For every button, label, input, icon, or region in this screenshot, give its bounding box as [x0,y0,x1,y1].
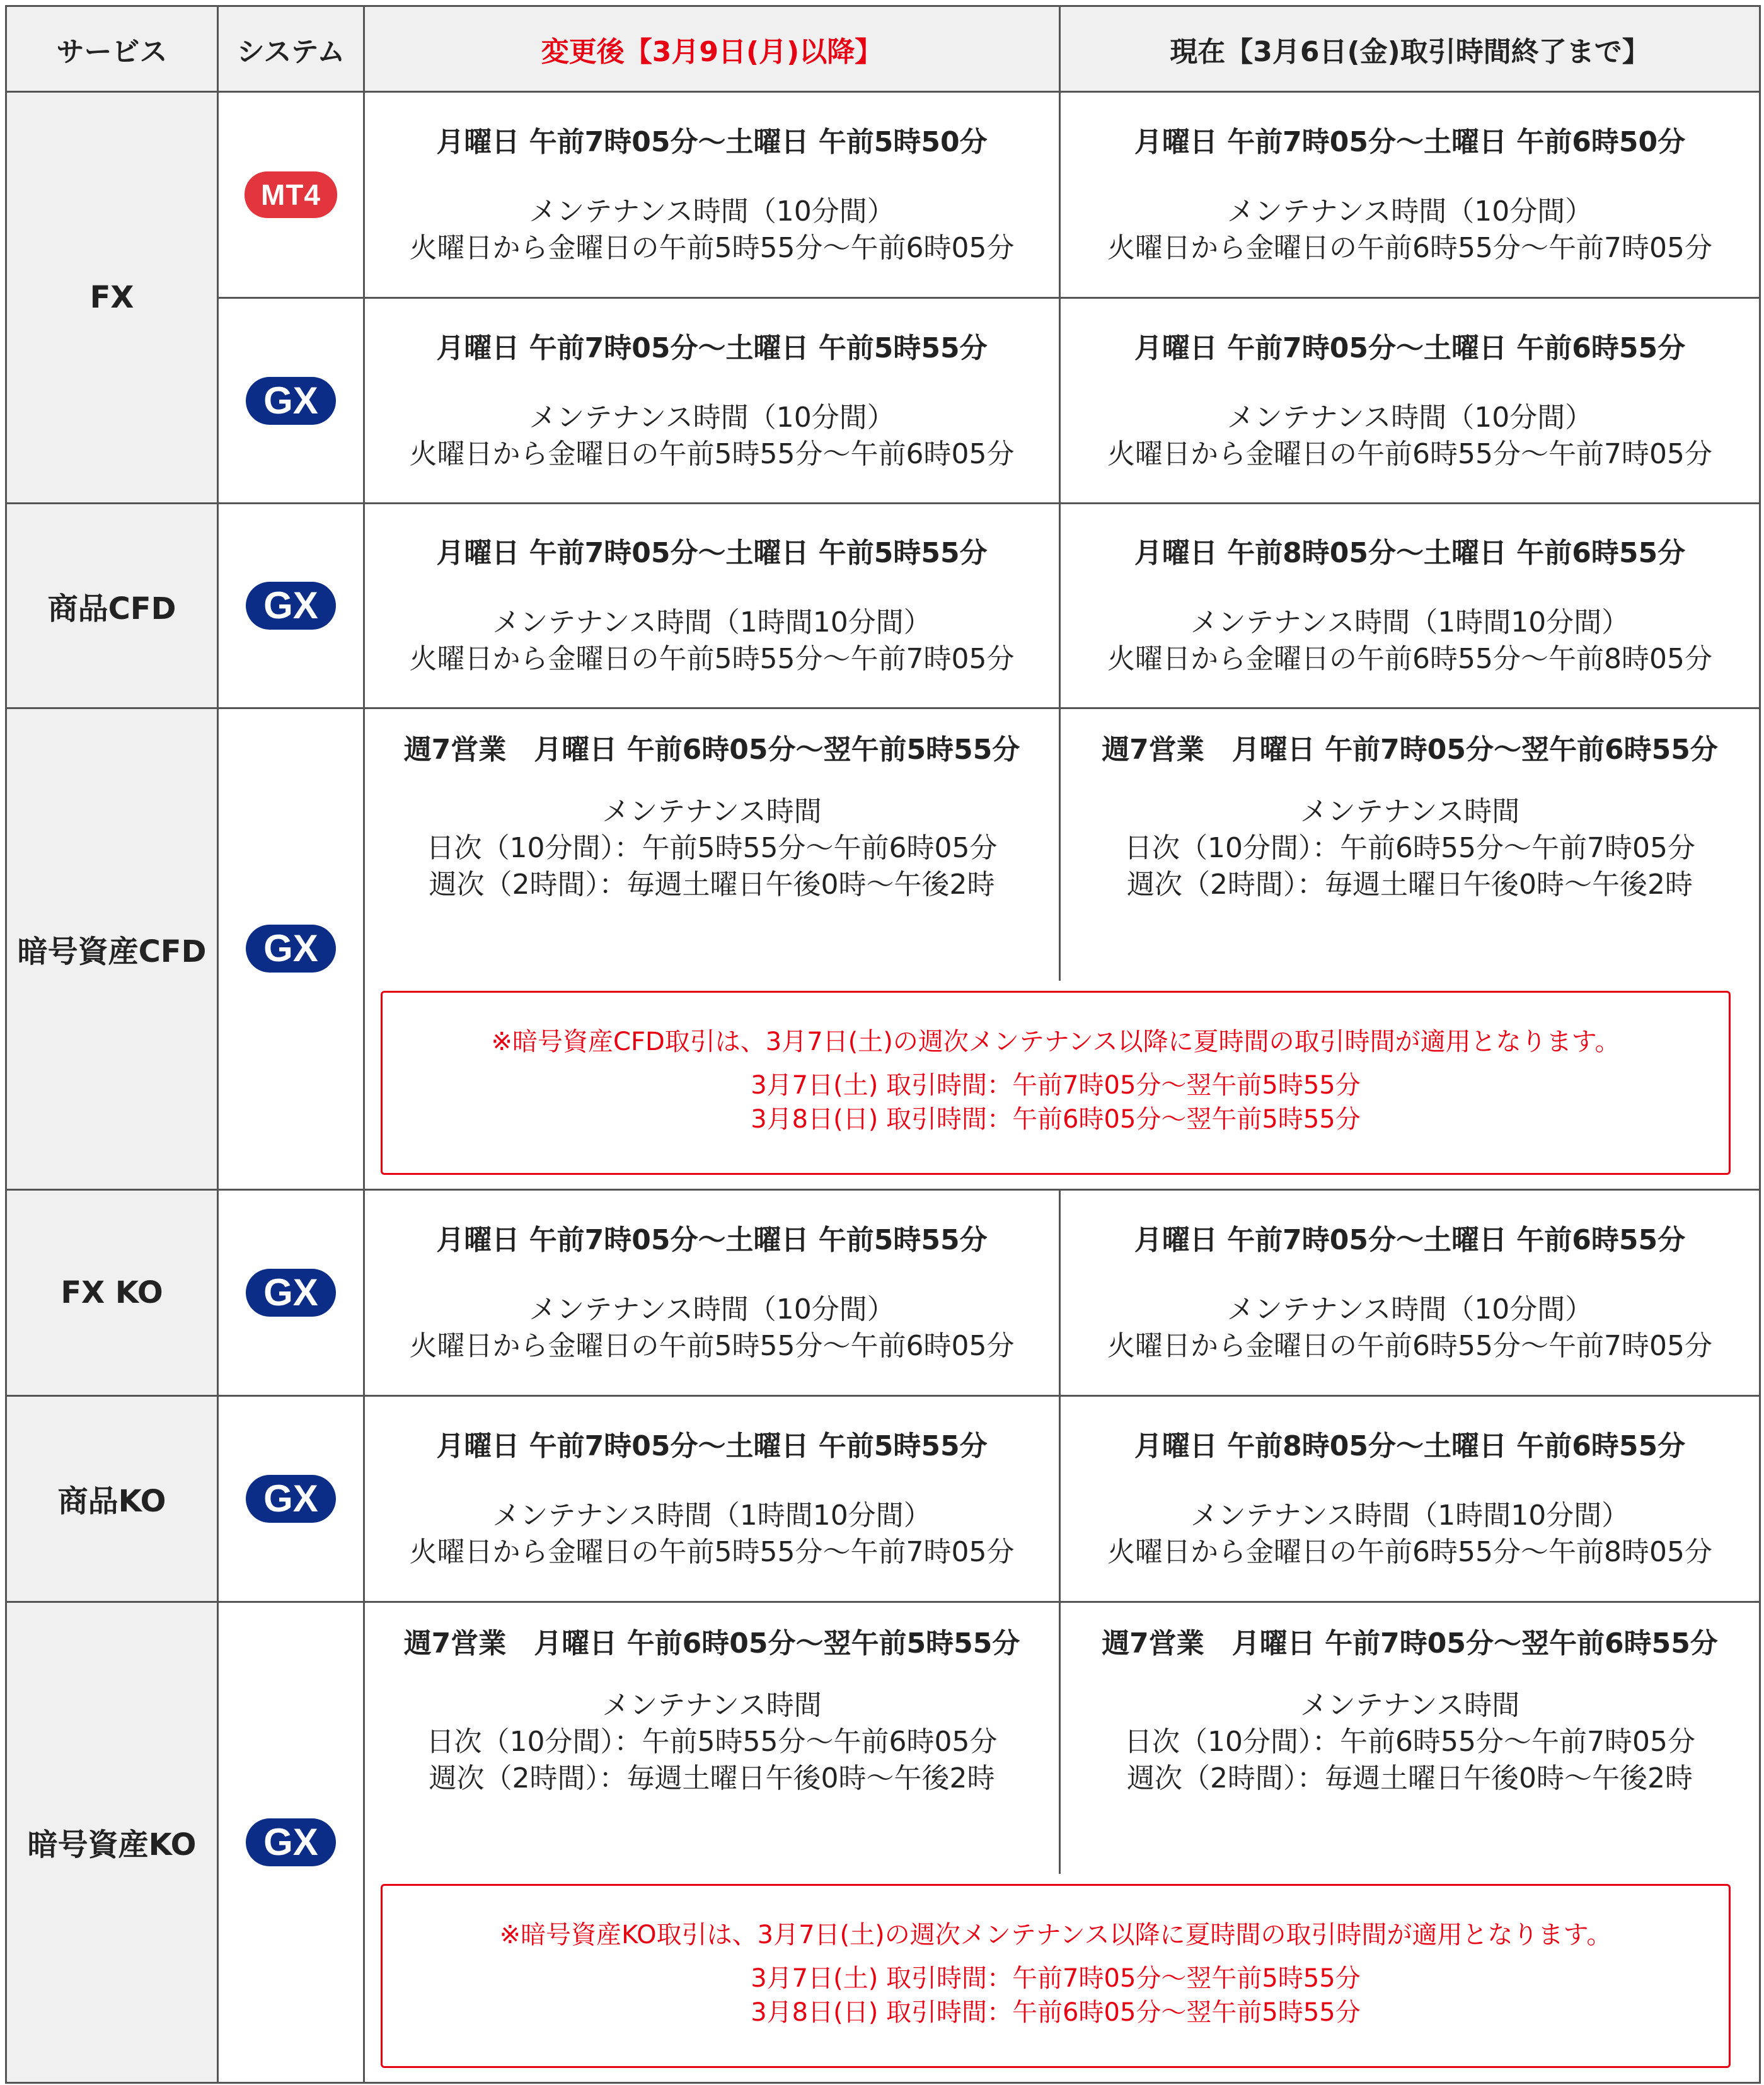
maintenance-label: メンテナンス時間（10分間） [1226,401,1593,434]
trading-hours: 月曜日 午前8時05分〜土曜日 午前6時55分 [1134,1429,1686,1462]
trading-hours: 月曜日 午前7時05分〜土曜日 午前6時55分 [1134,1223,1686,1256]
system-cell [218,708,364,1190]
system-cell [218,1395,364,1602]
maintenance-detail: 火曜日から金曜日の午前5時55分〜午前6時05分 [409,437,1015,470]
table-row-crypto-cfd [6,708,1760,981]
table-row-fx-gx [6,298,1760,504]
maintenance-text [1061,400,1759,473]
trading-hours: 月曜日 午前7時05分〜土曜日 午前5時55分 [436,1223,988,1256]
maintenance-weekly: 週次（2時間）：毎週土曜日午後0時〜午後2時 [1127,869,1693,901]
maintenance-text [1061,193,1759,267]
maintenance-daily: 日次（10分間）：午前5時55分〜午前6時05分 [426,1725,998,1758]
maintenance-detail: 火曜日から金曜日の午前6時55分〜午前7時05分 [1107,437,1712,470]
trading-hours: 月曜日 午前7時05分〜土曜日 午前5時50分 [436,126,988,158]
service-fx: FX [6,92,218,504]
trading-hours: 月曜日 午前7時05分〜土曜日 午前5時55分 [436,1429,988,1462]
notice-schedule [383,1961,1729,2030]
header-system: システム [218,6,364,92]
maintenance-text [365,1498,1059,1571]
maintenance-daily: 日次（10分間）：午前6時55分〜午前7時05分 [1124,1725,1695,1758]
maintenance-detail: 火曜日から金曜日の午前5時55分〜午前7時05分 [409,1535,1015,1568]
after-cell [364,92,1060,298]
maintenance-text [1061,1291,1759,1365]
maintenance-label: メンテナンス時間 [602,1689,822,1721]
current-cell [1060,298,1760,504]
trading-hours: 月曜日 午前7時05分〜土曜日 午前5時55分 [436,537,988,569]
notice-cell [364,1874,1760,2083]
maintenance-detail: 火曜日から金曜日の午前6時55分〜午前8時05分 [1107,1535,1712,1568]
maintenance-label: メンテナンス時間 [602,795,822,828]
trading-hours-table [5,5,1761,2084]
maintenance-text [1061,604,1759,678]
maintenance-detail: 火曜日から金曜日の午前6時55分〜午前7時05分 [1107,1329,1712,1362]
crypto-cfd-notice [381,991,1731,1175]
maintenance-text [365,400,1059,473]
maintenance-label: メンテナンス時間 [1300,1689,1520,1721]
maintenance-label: メンテナンス時間（10分間） [529,401,895,434]
maintenance-weekly: 週次（2時間）：毎週土曜日午後0時〜午後2時 [429,869,995,901]
gx-badge: GX [246,377,336,425]
header-row [6,6,1760,92]
trading-hours: 月曜日 午前7時05分〜土曜日 午前6時55分 [1134,332,1686,364]
service-commodity-cfd: 商品CFD [6,504,218,708]
trading-hours: 週7営業 月曜日 午前7時05分〜翌午前6時55分 [1102,1627,1718,1660]
maintenance-daily: 日次（10分間）：午前6時55分〜午前7時05分 [1124,832,1695,864]
service-fx-ko: FX KO [6,1189,218,1395]
maintenance-text [1061,1687,1759,1797]
table-row-fx-mt4 [6,92,1760,298]
maintenance-label: メンテナンス時間（10分間） [1226,1293,1593,1326]
header-after-change: 変更後【3月9日(月)以降】 [364,6,1060,92]
after-cell [364,708,1060,981]
trading-hours: 月曜日 午前7時05分〜土曜日 午前6時50分 [1134,126,1686,158]
maintenance-text [365,604,1059,678]
after-cell [364,298,1060,504]
current-cell [1060,1602,1760,1874]
trading-hours: 月曜日 午前7時05分〜土曜日 午前5時55分 [436,332,988,364]
maintenance-weekly: 週次（2時間）：毎週土曜日午後0時〜午後2時 [1127,1762,1693,1794]
maintenance-text [1061,1498,1759,1571]
maintenance-label: メンテナンス時間（10分間） [1226,195,1593,228]
service-crypto-cfd: 暗号資産CFD [6,708,218,1190]
notice-line: ※暗号資産CFD取引は、3月7日(土)の週次メンテナンス以降に夏時間の取引時間が適用となります。 [491,1027,1620,1056]
maintenance-label: メンテナンス時間（1時間10分間） [492,1499,931,1532]
maintenance-weekly: 週次（2時間）：毎週土曜日午後0時〜午後2時 [429,1762,995,1794]
service-commodity-ko: 商品KO [6,1395,218,1602]
system-cell [218,1189,364,1395]
gx-badge: GX [246,1818,336,1866]
trading-hours: 月曜日 午前8時05分〜土曜日 午前6時55分 [1134,537,1686,569]
after-cell [364,1395,1060,1602]
system-cell [218,92,364,298]
table-row-crypto-ko [6,1602,1760,1874]
trading-hours: 週7営業 月曜日 午前6時05分〜翌午前5時55分 [403,1627,1020,1660]
after-cell [364,504,1060,708]
system-cell [218,298,364,504]
notice-cell [364,981,1760,1190]
current-cell [1060,92,1760,298]
maintenance-detail: 火曜日から金曜日の午前5時55分〜午前6時05分 [409,232,1015,264]
maintenance-text [365,1291,1059,1365]
table-row-commodity-cfd [6,504,1760,708]
notice-line: 3月7日(土) 取引時間：午前7時05分〜翌午前5時55分 [751,1964,1361,1993]
mt4-badge: MT4 [245,171,337,218]
maintenance-detail: 火曜日から金曜日の午前5時55分〜午前6時05分 [409,1329,1015,1362]
after-cell [364,1602,1060,1874]
table-row-commodity-ko [6,1395,1760,1602]
header-service: サービス [6,6,218,92]
maintenance-label: メンテナンス時間（1時間10分間） [1190,606,1630,638]
maintenance-text [1061,794,1759,903]
notice-line: 3月8日(日) 取引時間：午前6時05分〜翌午前5時55分 [751,1998,1361,2027]
system-cell [218,504,364,708]
maintenance-daily: 日次（10分間）：午前5時55分〜午前6時05分 [426,832,998,864]
notice-line: 3月8日(日) 取引時間：午前6時05分〜翌午前5時55分 [751,1104,1361,1134]
current-cell [1060,1395,1760,1602]
maintenance-label: メンテナンス時間（10分間） [529,195,895,228]
current-cell [1060,708,1760,981]
maintenance-text [365,1687,1059,1797]
maintenance-detail: 火曜日から金曜日の午前5時55分〜午前7時05分 [409,643,1015,675]
gx-badge: GX [246,582,336,630]
maintenance-label: メンテナンス時間（1時間10分間） [1190,1499,1630,1532]
table-row-fx-ko [6,1189,1760,1395]
maintenance-detail: 火曜日から金曜日の午前6時55分〜午前7時05分 [1107,232,1712,264]
maintenance-label: メンテナンス時間（1時間10分間） [492,606,931,638]
notice-schedule [383,1068,1729,1136]
current-cell [1060,1189,1760,1395]
maintenance-label: メンテナンス時間 [1300,795,1520,828]
maintenance-detail: 火曜日から金曜日の午前6時55分〜午前8時05分 [1107,643,1712,675]
gx-badge: GX [246,1269,336,1317]
maintenance-label: メンテナンス時間（10分間） [529,1293,895,1326]
maintenance-text [365,193,1059,267]
gx-badge: GX [246,1475,336,1523]
service-crypto-ko: 暗号資産KO [6,1602,218,2083]
notice-line: 3月7日(土) 取引時間：午前7時05分〜翌午前5時55分 [751,1070,1361,1100]
crypto-ko-notice [381,1884,1731,2068]
notice-line: ※暗号資産KO取引は、3月7日(土)の週次メンテナンス以降に夏時間の取引時間が適用となります。 [499,1920,1612,1949]
header-current: 現在【3月6日(金)取引時間終了まで】 [1060,6,1760,92]
maintenance-text [365,794,1059,903]
trading-hours: 週7営業 月曜日 午前6時05分〜翌午前5時55分 [403,734,1020,766]
trading-hours: 週7営業 月曜日 午前7時05分〜翌午前6時55分 [1102,734,1718,766]
current-cell [1060,504,1760,708]
after-cell [364,1189,1060,1395]
gx-badge: GX [246,925,336,973]
system-cell [218,1602,364,2083]
